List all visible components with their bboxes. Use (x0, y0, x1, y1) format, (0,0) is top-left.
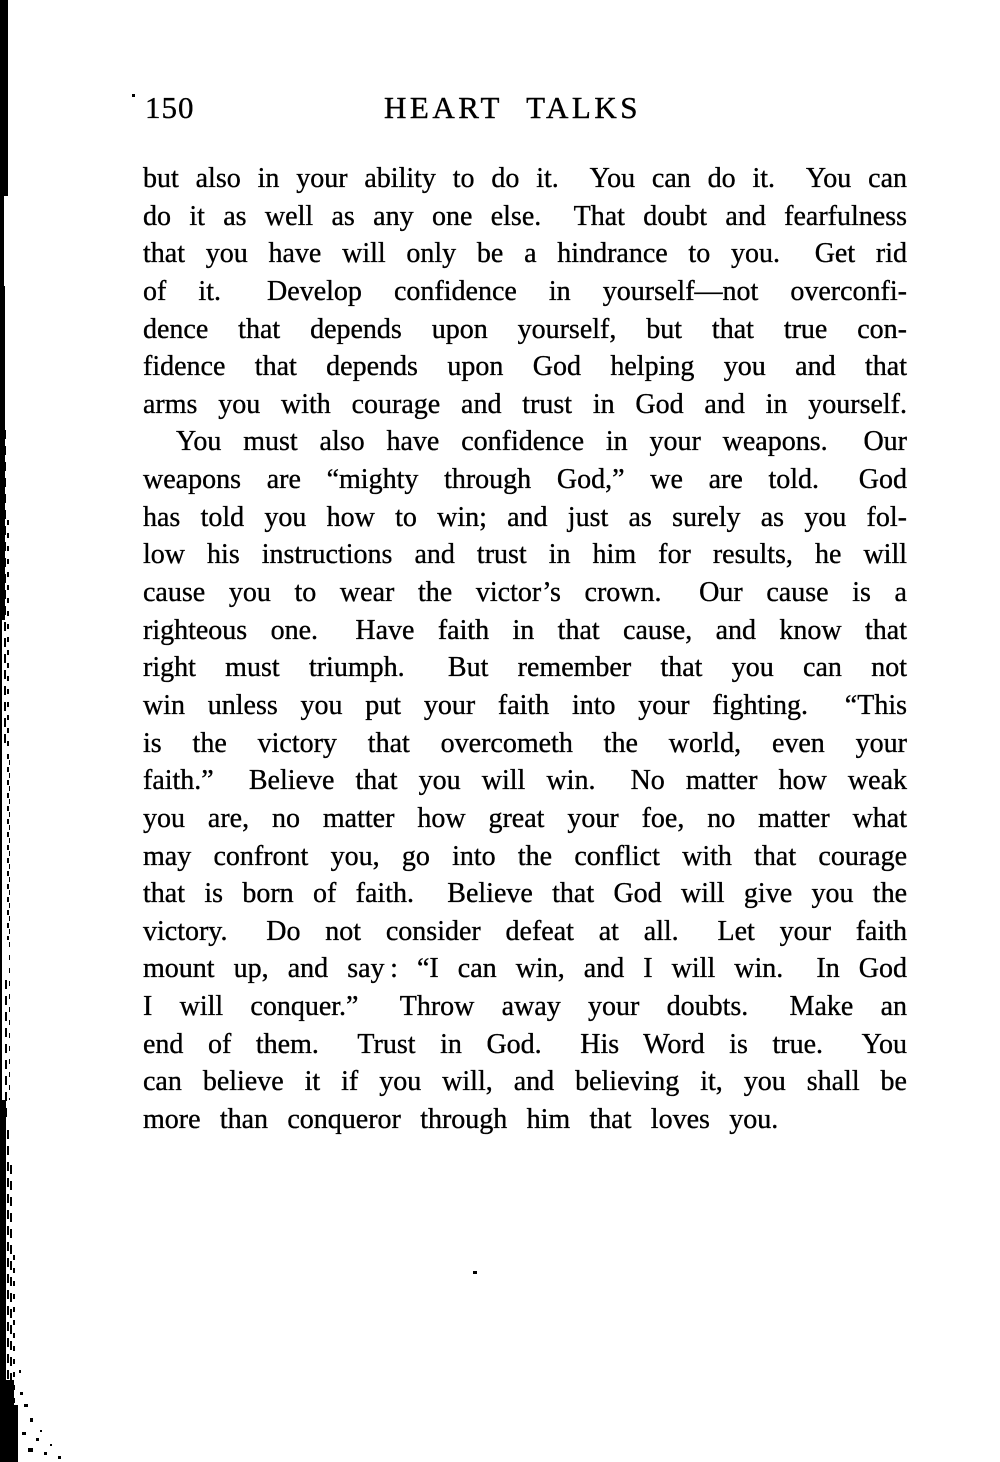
text-line: right must triumph. But remember that you can not (143, 652, 907, 684)
text-line: has told you how to win; and just as surely as you fol- (143, 501, 907, 533)
text-line: cause you to wear the victor’s crown. Our cause is a (143, 577, 907, 609)
text-line: I will conquer.” Throw away your doubts. Make an (143, 991, 907, 1023)
text-line: righteous one. Have faith in that cause, and know that (143, 614, 907, 646)
text-line: weapons are “mighty through God,” we are told. God (143, 464, 907, 496)
text-line: but also in your ability to do it. You can do it. You can (143, 163, 907, 194)
text-line: mount up, and say : “I can win, and I will win. In God (143, 953, 907, 985)
text-line: faith.” Believe that you will win. No matter how weak (143, 765, 907, 797)
body-text (143, 160, 907, 1139)
ink-speck (473, 1271, 477, 1274)
text-line: you are, no matter how great your foe, no matter what (143, 802, 907, 834)
text-line: You must also have confidence in your weapons. Our (176, 426, 907, 458)
paragraph (143, 160, 907, 423)
text-line: low his instructions and trust in him for results, he will (143, 539, 907, 571)
text-line: that is born of faith. Believe that God will give you the (143, 878, 907, 910)
text-line: do it as well as any one else. That doubt and fearfulness (143, 200, 907, 232)
text-line: more than conqueror through him that loves you. (143, 1104, 779, 1136)
page-number: 150 (145, 90, 195, 125)
text-line: may confront you, go into the conflict with that courage (143, 840, 907, 872)
text-line: dence that depends upon yourself, but that true con- (143, 313, 907, 345)
text-line: arms you with courage and trust in God and in yourself. (143, 388, 907, 420)
paragraph (143, 423, 907, 1138)
text-line: can believe it if you will, and believing it, you shall be (143, 1066, 907, 1098)
text-line: is the victory that overcometh the world, even your (143, 727, 907, 759)
ink-speck (132, 94, 135, 97)
text-line: fidence that depends upon God helping you and that (143, 351, 907, 383)
text-line: end of them. Trust in God. His Word is true. You (143, 1028, 907, 1060)
text-line: that you have will only be a hindrance to you. Get rid (143, 238, 907, 270)
running-title: HEART TALKS (384, 90, 641, 125)
text-line: of it. Develop confidence in yourself—not overconfi- (143, 275, 907, 307)
text-line: victory. Do not consider defeat at all. Let your faith (143, 915, 907, 947)
text-line: win unless you put your faith into your fighting. “This (143, 689, 907, 721)
